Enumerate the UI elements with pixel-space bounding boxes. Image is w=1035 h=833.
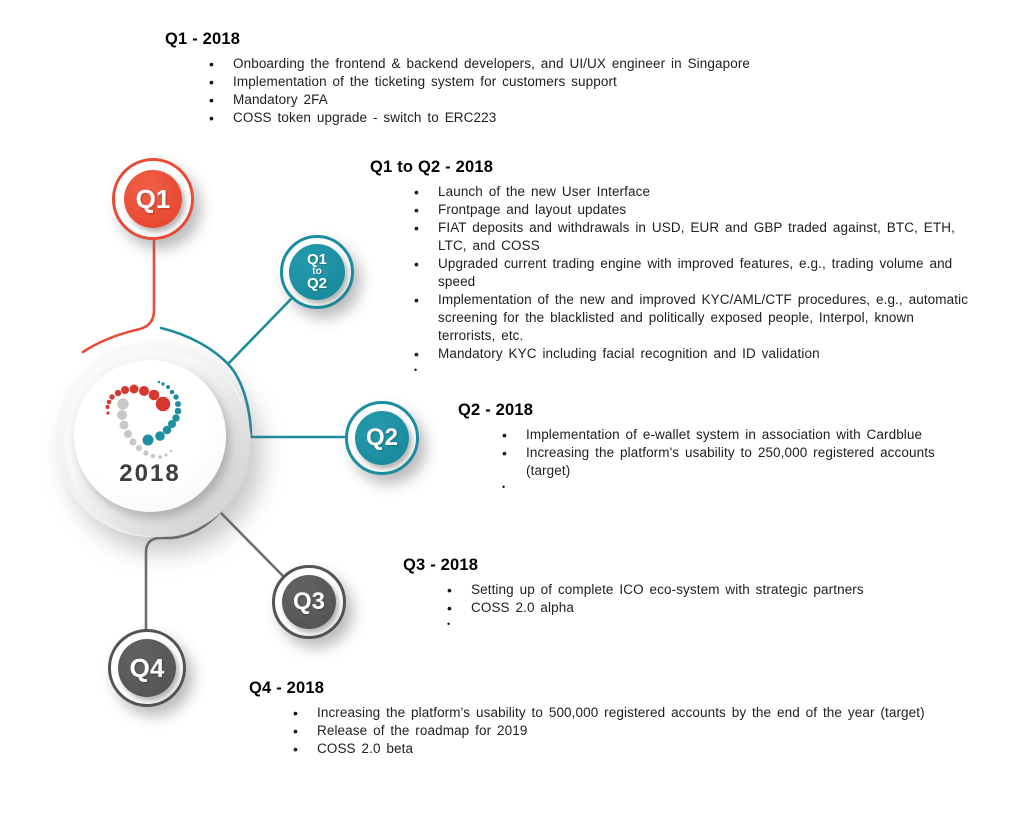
list-item: • Increasing the platform's usability to 500,000 registered accounts by the end of the year (target) — [317, 704, 989, 722]
section-q4-title: Q4 - 2018 — [249, 679, 325, 697]
badge-q1 — [112, 158, 194, 240]
badge-q1-to-q2 — [280, 235, 354, 309]
section-q1-to-q2 — [370, 158, 977, 376]
section-q1-list — [165, 55, 757, 127]
badge-q4 — [108, 629, 186, 707]
list-item: • Release of the roadmap for 2019 — [317, 722, 989, 740]
list-item: • Onboarding the frontend & backend developers, and UI/UX engineer in Singapore — [233, 55, 757, 73]
badge-q1-label: Q1 — [124, 170, 182, 228]
section-q1 — [165, 30, 757, 127]
year-medallion — [55, 342, 250, 537]
list-item-empty — [526, 480, 960, 493]
section-q3-title: Q3 - 2018 — [403, 556, 479, 574]
badge-q3-label: Q3 — [282, 575, 336, 629]
section-q2-list — [458, 426, 960, 493]
section-q1-to-q2-list — [370, 183, 977, 376]
section-q1-title: Q1 - 2018 — [165, 30, 241, 48]
list-item: • Increasing the platform's usability to 250,000 registered accounts (target) — [526, 444, 960, 480]
coss-logo-icon — [104, 380, 184, 462]
badge-q4-label: Q4 — [118, 639, 176, 697]
list-item: • Setting up of complete ICO eco-system with strategic partners — [471, 581, 923, 599]
badge-q2-label: Q2 — [355, 411, 409, 465]
list-item: • Implementation of e-wallet system in association with Cardblue — [526, 426, 960, 444]
list-item: • COSS token upgrade - switch to ERC223 — [233, 109, 757, 127]
list-item: • FIAT deposits and withdrawals in USD, EUR and GBP traded against, BTC, ETH, LTC, and COSS — [438, 219, 977, 255]
medallion-face — [74, 360, 226, 512]
section-q3-list — [403, 581, 923, 630]
section-q4 — [249, 679, 989, 758]
list-item: • COSS 2.0 alpha — [471, 599, 923, 617]
badge-q2 — [345, 401, 419, 475]
list-item: • Launch of the new User Interface — [438, 183, 977, 201]
list-item: • Mandatory KYC including facial recognition and ID validation — [438, 345, 977, 363]
connector-q1 — [83, 240, 154, 352]
badge-q1-to-q2-label: Q1 to Q2 — [289, 244, 345, 300]
badge-q3 — [272, 565, 346, 639]
connector-q1q2-branch — [229, 299, 291, 363]
list-item: • Mandatory 2FA — [233, 91, 757, 109]
list-item: • Upgraded current trading engine with improved features, e.g., trading volume and speed — [438, 255, 977, 291]
list-item: • Frontpage and layout updates — [438, 201, 977, 219]
section-q1-to-q2-title: Q1 to Q2 - 2018 — [370, 158, 494, 176]
list-item: • Implementation of the ticketing system for customers support — [233, 73, 757, 91]
section-q4-list — [249, 704, 989, 758]
year-label: 2018 — [119, 460, 181, 487]
list-item-empty — [471, 617, 923, 630]
section-q2 — [458, 401, 960, 493]
list-item: • Implementation of the new and improved KYC/AML/CTF procedures, e.g., automatic screening for the blacklisted and politically exposed people, Interpol, known terrorists, etc. — [438, 291, 977, 345]
section-q3 — [403, 556, 923, 630]
list-item: • COSS 2.0 beta — [317, 740, 989, 758]
list-item-empty — [438, 363, 977, 376]
section-q2-title: Q2 - 2018 — [458, 401, 534, 419]
